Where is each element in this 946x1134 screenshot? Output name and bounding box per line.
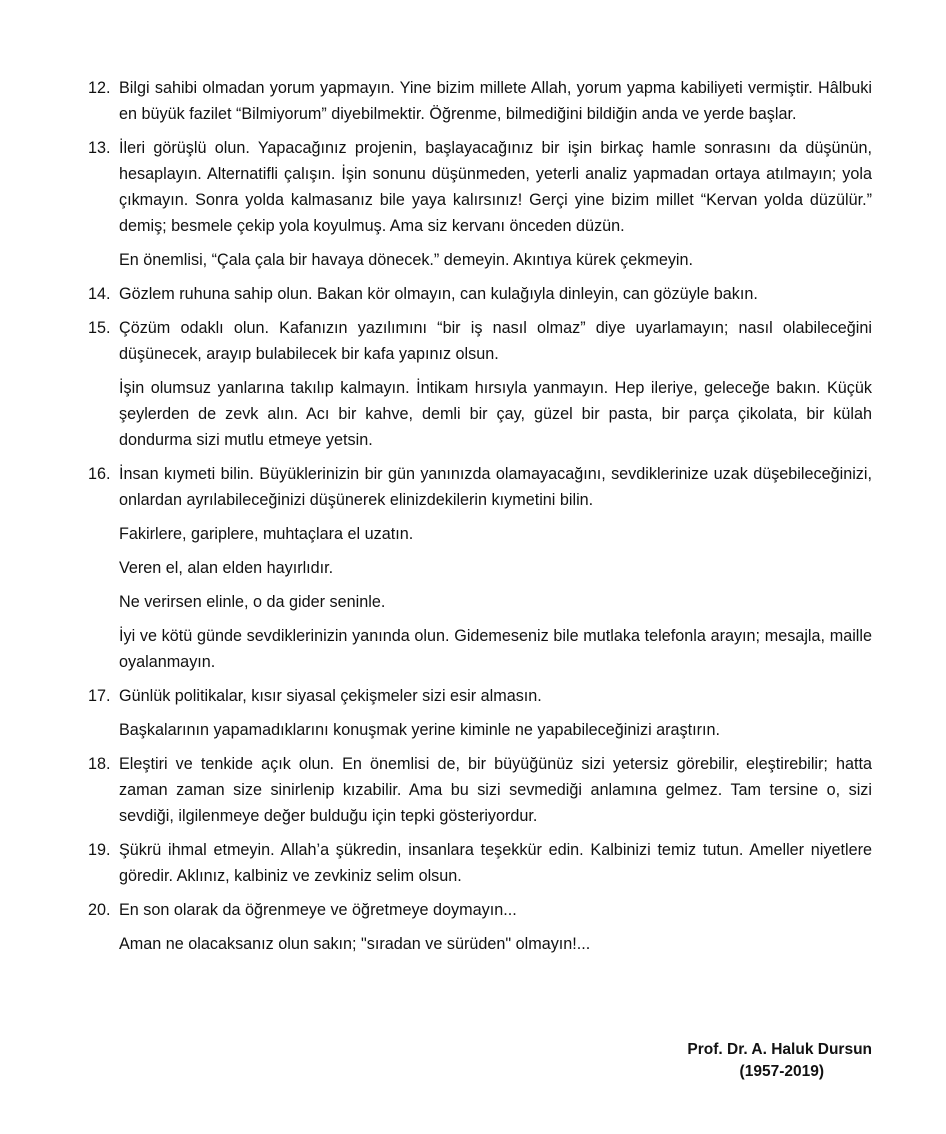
item-paragraph: En önemlisi, “Çala çala bir havaya dönecek.” demeyin. Akıntıya kürek çekmeyin. (119, 251, 694, 269)
item-number: 17. (88, 687, 111, 705)
list-item (88, 897, 872, 957)
item-number: 16. (88, 465, 111, 483)
item-paragraph: Çözüm odaklı olun. Kafanızın yazılımını “bir iş nasıl olmaz” diye uyarlamayın; nasıl olabileceğini düşünecek, arayıp bulabilecek bir kafa yapınız olsun. (119, 319, 872, 363)
author-signature (640, 1039, 872, 1083)
item-number: 14. (88, 285, 111, 303)
item-content (119, 461, 872, 675)
list-item (88, 837, 872, 889)
author-name: Prof. Dr. A. Haluk Dursun (687, 1041, 872, 1058)
item-number: 13. (88, 139, 111, 157)
item-content (119, 315, 872, 453)
item-number: 19. (88, 841, 111, 859)
item-paragraph: Eleştiri ve tenkide açık olun. En önemlisi de, bir büyüğünüz sizi yetersiz görebilir, eleştirebilir; hatta zaman zaman size sinirlenip kızabilir. Ama bu sizi sevmediği anlamına gelmez. Tam tersine o, sizi sevdiği, ilgilenmeye değer bulduğu için tepki gösteriyordur. (119, 755, 872, 825)
list-item (88, 461, 872, 675)
item-number: 18. (88, 755, 111, 773)
list-item (88, 315, 872, 453)
item-number: 15. (88, 319, 111, 337)
item-content (119, 897, 872, 957)
item-paragraph: İnsan kıymeti bilin. Büyüklerinizin bir gün yanınızda olamayacağını, sevdiklerinize uzak düşebileceğinizi, onlardan ayrılabileceğinizi düşünerek elinizdekilerin kıymetini bilin. (119, 465, 872, 509)
list-item (88, 135, 872, 273)
numbered-list (88, 75, 872, 965)
item-content (119, 751, 872, 829)
list-item (88, 683, 872, 743)
item-paragraph: Şükrü ihmal etmeyin. Allah’a şükredin, insanlara teşekkür edin. Kalbinizi temiz tutun. Ameller niyetlere göredir. Aklınız, kalbiniz ve zevkiniz selim olsun. (119, 841, 872, 885)
item-paragraph: İleri görüşlü olun. Yapacağınız projenin, başlayacağınız bir işin birkaç hamle sonrasını da düşünün, hesaplayın. Alternatifli çalışın. İşin sonunu düşünmeden, yeterli analiz yapmadan ortaya atılmayın; yola çıkmayın. Sonra yolda kalmasanız bile yaya kalırsınız! Gerçi yine bizim millet “Kervan yolda düzülür.” demiş; besmele çekip yola koyulmuş. Ama siz kervanı önceden düzün. (119, 139, 872, 235)
item-content (119, 75, 872, 127)
item-content (119, 135, 872, 273)
list-item (88, 75, 872, 127)
item-paragraph: En son olarak da öğrenmeye ve öğretmeye doymayın... (119, 901, 517, 919)
item-paragraph: Fakirlere, gariplere, muhtaçlara el uzatın. (119, 525, 414, 543)
item-paragraph: İşin olumsuz yanlarına takılıp kalmayın. İntikam hırsıyla yanmayın. Hep ileriye, geleceğe bakın. Küçük şeylerden de zevk alın. Acı bir kahve, demli bir çay, güzel bir pasta, bir parça çikolata, bir külah dondurma sizi mutlu etmeye yetsin. (119, 379, 872, 449)
item-number: 20. (88, 901, 111, 919)
item-paragraph: Günlük politikalar, kısır siyasal çekişmeler sizi esir almasın. (119, 687, 542, 705)
item-paragraph: Bilgi sahibi olmadan yorum yapmayın. Yine bizim millete Allah, yorum yapma kabiliyeti vermiştir. Hâlbuki en büyük fazilet “Bilmiyorum” diyebilmektir. Öğrenme, bilmediğini bildiğin anda ve yerde başlar. (119, 79, 872, 123)
item-content (119, 281, 872, 307)
list-item (88, 751, 872, 829)
list-item (88, 281, 872, 307)
item-paragraph: Ne verirsen elinle, o da gider seninle. (119, 593, 386, 611)
author-years: (1957-2019) (739, 1063, 824, 1080)
item-content (119, 837, 872, 889)
item-content (119, 683, 872, 743)
item-number: 12. (88, 79, 111, 97)
item-paragraph: İyi ve kötü günde sevdiklerinizin yanında olun. Gidemeseniz bile mutlaka telefonla arayın; mesajla, maille oyalanmayın. (119, 627, 872, 671)
item-paragraph: Veren el, alan elden hayırlıdır. (119, 559, 334, 577)
item-paragraph: Başkalarının yapamadıklarını konuşmak yerine kiminle ne yapabileceğinizi araştırın. (119, 721, 721, 739)
item-paragraph: Gözlem ruhuna sahip olun. Bakan kör olmayın, can kulağıyla dinleyin, can gözüyle bakın. (119, 285, 758, 303)
item-paragraph: Aman ne olacaksanız olun sakın; "sıradan ve sürüden" olmayın!... (119, 935, 591, 953)
